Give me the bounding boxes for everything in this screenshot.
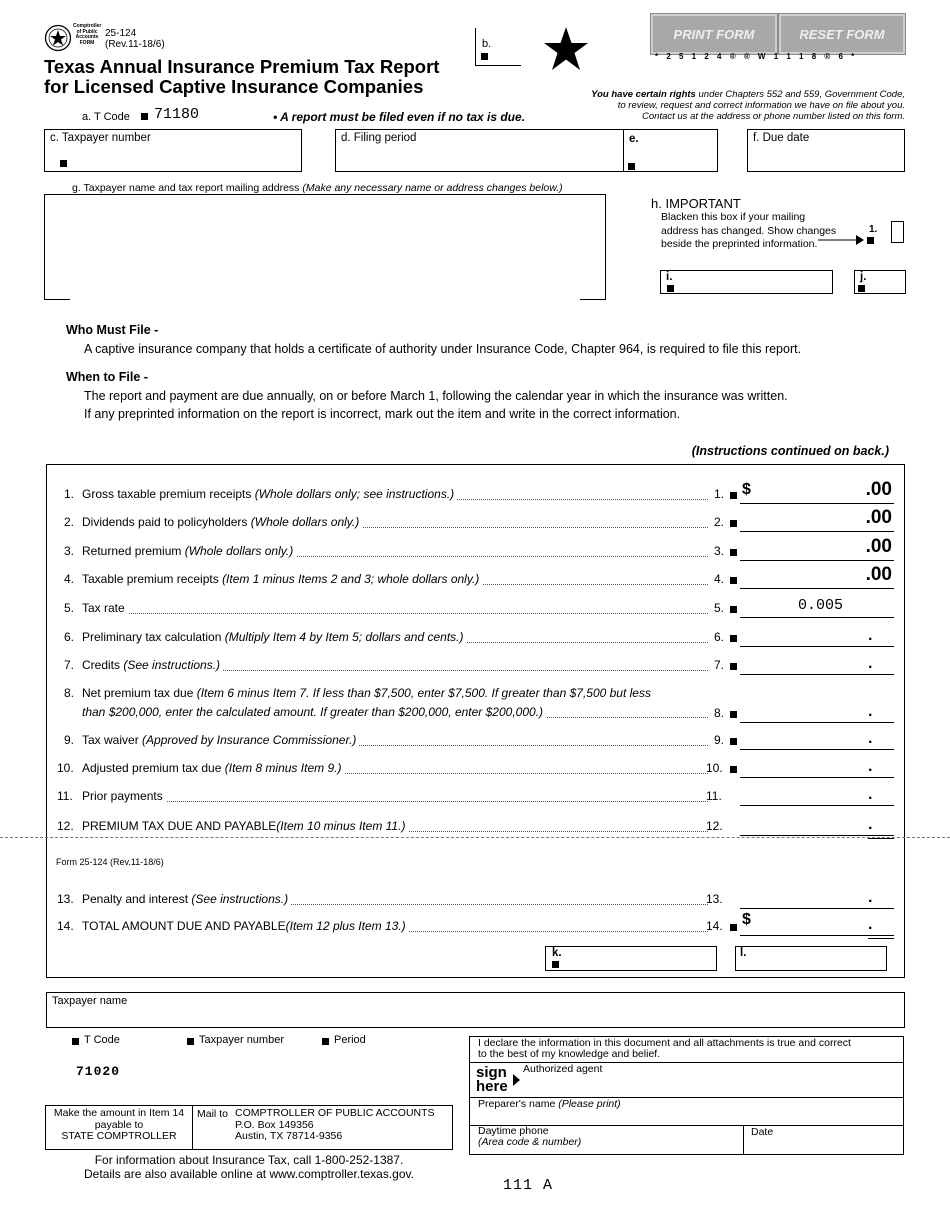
item-number: 1. xyxy=(64,487,75,501)
tcode-stub-label: T Code xyxy=(84,1034,120,1046)
item-text-italic: (Item 10 minus Item 11.) xyxy=(276,819,406,833)
item-amount-field[interactable] xyxy=(740,509,894,533)
seal-text-3: Accounts xyxy=(75,34,99,40)
item-amount-field[interactable] xyxy=(740,624,894,648)
important-text xyxy=(661,211,836,252)
item-amount-field[interactable] xyxy=(740,566,894,590)
due-date-label: f. Due date xyxy=(753,132,810,144)
item-amount-value: .00 xyxy=(865,564,892,585)
form-revision: (Rev.11-18/6) xyxy=(105,39,165,50)
item-marker xyxy=(730,520,737,527)
item-description xyxy=(82,572,482,586)
item-ref-number: 11. xyxy=(706,789,722,803)
authorized-agent-field[interactable] xyxy=(523,1063,903,1097)
preparer-name-label xyxy=(478,1098,621,1110)
item-amount-value: . xyxy=(868,786,873,803)
item-description xyxy=(82,544,296,558)
item-marker xyxy=(730,711,737,718)
item-ref-number: 8. xyxy=(714,706,725,720)
payable-to-text xyxy=(46,1108,192,1143)
mailing-address-label-text: g. Taxpayer name and tax report mailing address xyxy=(72,182,300,194)
taxpayer-number-stub-marker xyxy=(187,1038,194,1045)
item-text: Taxable premium receipts xyxy=(82,572,223,586)
who-must-file-text: A captive insurance company that holds a certificate of authority under Insurance Code, Chapter 964, is required to file this report. xyxy=(84,342,802,356)
field-i-label: i. xyxy=(666,271,673,283)
item-text: Adjusted premium tax due xyxy=(82,761,225,775)
field-k[interactable] xyxy=(545,946,717,971)
declaration-text xyxy=(478,1038,851,1060)
important-heading: h. IMPORTANT xyxy=(651,196,741,211)
important-line1: Blacken this box if your mailing xyxy=(661,211,806,223)
mail-line2: P.O. Box 149356 xyxy=(235,1118,314,1131)
period-stub-label: Period xyxy=(334,1034,366,1046)
mail-address xyxy=(235,1108,435,1143)
item-amount-value: . xyxy=(868,730,873,747)
item-marker xyxy=(730,738,737,745)
item-marker xyxy=(730,635,737,642)
item-text-italic: (See instructions.) xyxy=(123,658,221,672)
item-amount-field[interactable] xyxy=(740,755,894,779)
item-number: 9. xyxy=(64,733,75,747)
preparer-name-text: Preparer's name xyxy=(478,1098,556,1110)
item-amount-value: . xyxy=(868,916,873,933)
mailing-address-label-italic: (Make any necessary name or address changes below.) xyxy=(302,182,563,194)
item-text: Tax rate xyxy=(82,601,125,615)
field-k-label: k. xyxy=(552,947,562,959)
address-change-number: 1. xyxy=(869,224,878,235)
item-number: 3. xyxy=(64,544,75,558)
taxpayer-number-label: c. Taxpayer number xyxy=(50,132,151,144)
item-ref-number: 12. xyxy=(706,819,723,833)
tcode-stub-marker xyxy=(72,1038,79,1045)
field-j[interactable] xyxy=(854,270,906,294)
item-description xyxy=(82,658,223,672)
star-seal-icon xyxy=(44,24,72,52)
item-ref-number: 9. xyxy=(714,733,725,747)
box-b[interactable] xyxy=(475,28,521,66)
item-ref-number: 1. xyxy=(714,487,725,501)
item-description xyxy=(82,919,409,933)
item-marker xyxy=(730,766,737,773)
sign-word: sign xyxy=(476,1064,507,1081)
item-text-italic: (Item 8 minus Item 9.) xyxy=(224,761,342,775)
tax-item-row xyxy=(64,479,894,507)
item-text: Prior payments xyxy=(82,789,163,803)
item-text-italic: (Multiply Item 4 by Item 5; dollars and cents.) xyxy=(224,630,464,644)
leader-dots xyxy=(84,801,708,802)
page-title-line2: for Licensed Captive Insurance Companies xyxy=(44,76,424,97)
form-number: 25-124 xyxy=(105,28,137,39)
declaration-line1: I declare the information in this document and all attachments is true and correct xyxy=(478,1037,851,1049)
item-description xyxy=(82,733,359,747)
important-line2: address has changed. Show changes xyxy=(661,224,837,237)
item-marker xyxy=(730,492,737,499)
item-text-italic: (Item 1 minus Items 2 and 3; whole dollars only.) xyxy=(222,572,480,586)
item-number: 4. xyxy=(64,572,75,586)
taxpayer-number-stub-label: Taxpayer number xyxy=(199,1034,284,1046)
dollar-sign: $ xyxy=(742,481,751,498)
daytime-phone-text: Daytime phone xyxy=(478,1125,549,1137)
seal-text-1: Comptroller xyxy=(73,23,102,29)
seal-text-2: of Public xyxy=(76,28,98,35)
item-amount-field[interactable] xyxy=(740,700,894,724)
payable-line3: STATE COMPTROLLER xyxy=(61,1130,177,1142)
item-amount-value: . xyxy=(868,627,873,644)
dollar-sign: $ xyxy=(742,911,751,928)
item-ref-number: 3. xyxy=(714,544,725,558)
item-amount-field[interactable] xyxy=(740,652,894,676)
tax-item-row xyxy=(64,627,894,650)
item-text-italic: (Whole dollars only; see instructions.) xyxy=(254,487,455,501)
item-number: 14. xyxy=(57,919,74,933)
item-ref-number: 5. xyxy=(714,601,725,615)
tax-item-row xyxy=(57,786,894,809)
item-description-cont xyxy=(82,705,712,725)
item-amount-value: . xyxy=(868,816,873,833)
seal-text-4: FORM xyxy=(79,39,95,46)
field-e-label: e. xyxy=(629,133,639,145)
tcode-marker xyxy=(141,113,148,120)
leader-dots xyxy=(84,613,708,614)
tax-item-row xyxy=(64,507,894,535)
tax-item-row xyxy=(64,597,894,621)
tax-item-row xyxy=(64,564,894,592)
field-j-marker xyxy=(858,285,865,292)
daytime-phone-italic: (Area code & number) xyxy=(478,1136,582,1148)
info-line1: For information about Insurance Tax, call 1-800-252-1387. xyxy=(94,1153,404,1167)
item-amount-value: . xyxy=(868,758,873,775)
preparer-name-italic: (Please print) xyxy=(558,1098,621,1110)
rights-bold: You have certain rights xyxy=(591,89,696,100)
item-description xyxy=(82,892,291,906)
field-l[interactable] xyxy=(735,946,887,971)
field-e[interactable] xyxy=(623,129,718,172)
tax-item-row xyxy=(57,816,894,839)
item-description xyxy=(82,819,408,833)
item-amount-value: 0.005 xyxy=(798,597,844,614)
item-marker xyxy=(730,549,737,556)
item-text-italic: (Item 12 plus Item 13.) xyxy=(285,919,406,933)
item-ref-number: 6. xyxy=(714,630,725,644)
tax-item-row xyxy=(64,686,894,720)
item-text-italic-cont: than $200,000, enter the calculated amount. If greater than $200,000, enter $200,000.) xyxy=(82,705,546,719)
address-change-marker xyxy=(867,237,874,244)
arrow-right-icon xyxy=(818,234,864,246)
item-text: Credits xyxy=(82,658,124,672)
item-amount-field[interactable] xyxy=(740,727,894,751)
print-form-button[interactable]: PRINT FORM xyxy=(651,14,777,54)
field-i-marker xyxy=(667,285,674,292)
tax-item-row xyxy=(57,911,894,939)
field-e-marker xyxy=(628,163,635,170)
when-to-file-text2: If any preprinted information on the report is incorrect, mark out the item and write in the correct information. xyxy=(84,407,681,421)
item-amount-field[interactable] xyxy=(740,595,894,619)
item-number: 11. xyxy=(57,789,73,803)
authorized-agent-label: Authorized agent xyxy=(523,1063,603,1075)
item-text: PREMIUM TAX DUE AND PAYABLE xyxy=(82,819,277,833)
daytime-phone-field[interactable] xyxy=(470,1126,743,1154)
form-code: 111 A xyxy=(503,1177,554,1194)
who-must-file-heading: Who Must File - xyxy=(66,323,159,337)
instructions-continued: (Instructions continued on back.) xyxy=(691,444,889,458)
taxpayer-number-marker xyxy=(60,160,67,167)
mailing-address-field[interactable] xyxy=(44,194,606,300)
item-amount-field[interactable] xyxy=(740,813,894,837)
item-amount-value: . xyxy=(868,889,873,906)
date-label: Date xyxy=(751,1126,774,1138)
item-number: 7. xyxy=(64,658,75,672)
box-b-marker xyxy=(481,53,488,60)
item-text: Net premium tax due xyxy=(82,686,197,700)
item-number: 6. xyxy=(64,630,75,644)
tcode-stub-value: 71020 xyxy=(76,1064,121,1079)
info-line2: Details are also available online at www.comptroller.texas.gov. xyxy=(84,1167,414,1181)
mail-line1: COMPTROLLER OF PUBLIC ACCOUNTS xyxy=(235,1107,435,1119)
item-description xyxy=(82,601,128,615)
date-field[interactable] xyxy=(744,1126,903,1154)
barcode-text: * 2 5 1 2 4 ® ® W 1 1 1 8 ® 6 * xyxy=(655,52,858,61)
tax-item-row xyxy=(64,730,894,753)
field-k-marker xyxy=(552,961,559,968)
item-number: 8. xyxy=(64,686,75,700)
item-marker xyxy=(730,924,737,931)
here-word: here xyxy=(476,1078,508,1095)
item-text-italic: (Approved by Insurance Commissioner.) xyxy=(142,733,357,747)
item-ref-number: 4. xyxy=(714,572,725,586)
item-number: 2. xyxy=(64,515,75,529)
filing-period-label: d. Filing period xyxy=(341,132,417,144)
item-ref-number: 14. xyxy=(706,919,723,933)
payable-to-box xyxy=(45,1105,453,1150)
item-number: 12. xyxy=(57,819,74,833)
reset-form-button[interactable]: RESET FORM xyxy=(779,14,905,54)
item-ref-number: 13. xyxy=(706,892,723,906)
item-amount-value: .00 xyxy=(865,507,892,528)
item-number: 5. xyxy=(64,601,75,615)
item-amount-field[interactable] xyxy=(740,481,894,505)
rights-line1: under Chapters 552 and 559, Government Code, xyxy=(695,89,905,100)
tax-item-row xyxy=(57,758,894,781)
item-description xyxy=(82,761,344,775)
item-text: Gross taxable premium receipts xyxy=(82,487,255,501)
field-j-label: j. xyxy=(860,271,867,283)
item-text: TOTAL AMOUNT DUE AND PAYABLE xyxy=(82,919,286,933)
taxpayer-name-field[interactable] xyxy=(46,992,905,1028)
item-text-italic: (See instructions.) xyxy=(191,892,289,906)
taxpayer-number-field[interactable] xyxy=(44,129,302,172)
item-marker xyxy=(730,663,737,670)
due-date-field[interactable] xyxy=(747,129,905,172)
when-to-file-text1: The report and payment are due annually, on or before March 1, following the calendar year in which the insurance was written. xyxy=(84,389,788,403)
item-amount-value: . xyxy=(868,703,873,720)
important-line3: beside the preprinted information. xyxy=(661,238,818,250)
filing-notice: • A report must be filed even if no tax is due. xyxy=(273,110,526,124)
rights-line2: to review, request and correct information we have on file about you. xyxy=(617,100,905,111)
mail-to-label: Mail to xyxy=(197,1108,228,1120)
tcode-value: 71180 xyxy=(154,106,200,123)
sign-arrow-icon xyxy=(513,1074,521,1086)
daytime-phone-label xyxy=(478,1126,581,1148)
item-amount-field[interactable] xyxy=(740,538,894,562)
item-amount-field[interactable] xyxy=(740,913,894,937)
item-marker xyxy=(730,577,737,584)
item-ref-number: 7. xyxy=(714,658,725,672)
field-l-label: l. xyxy=(740,947,747,959)
item-text: Tax waiver xyxy=(82,733,143,747)
item-description xyxy=(82,515,362,529)
filing-period-field[interactable] xyxy=(335,129,624,172)
info-text xyxy=(45,1153,453,1181)
mail-line3: Austin, TX 78714-9356 xyxy=(235,1130,343,1142)
field-i[interactable] xyxy=(660,270,833,294)
item-marker xyxy=(730,606,737,613)
page-title-line1: Texas Annual Insurance Premium Tax Report xyxy=(44,56,440,77)
item-description xyxy=(82,789,166,803)
tax-item-row xyxy=(64,655,894,678)
when-to-file-heading: When to File - xyxy=(66,370,148,384)
item-ref-number: 10. xyxy=(706,761,723,775)
item-description xyxy=(82,487,457,501)
item-amount-value: . xyxy=(868,655,873,672)
form-footer-mid: Form 25-124 (Rev.11-18/6) xyxy=(56,857,164,867)
item-ref-number: 2. xyxy=(714,515,725,529)
tax-item-row xyxy=(64,536,894,564)
preparer-name-field[interactable] xyxy=(470,1098,903,1125)
item-text: Penalty and interest xyxy=(82,892,192,906)
declaration-line2: to the best of my knowledge and belief. xyxy=(478,1048,661,1060)
item-amount-field[interactable] xyxy=(740,886,894,910)
item-number: 13. xyxy=(57,892,74,906)
mailing-address-label xyxy=(70,182,565,194)
item-text-italic: (Item 6 minus Item 7. If less than $7,500, enter $7,500. If greater than $7,500 but less xyxy=(196,686,651,700)
item-description xyxy=(82,686,654,700)
rights-line3: Contact us at the address or phone number listed on this form. xyxy=(642,111,905,122)
sign-here-label xyxy=(476,1066,508,1094)
taxpayer-name-label: Taxpayer name xyxy=(52,995,128,1007)
period-stub-marker xyxy=(322,1038,329,1045)
item-text-italic: (Whole dollars only.) xyxy=(250,515,360,529)
item-amount-field[interactable] xyxy=(740,783,894,807)
item-description xyxy=(82,630,467,644)
item-text: Returned premium xyxy=(82,544,185,558)
item-text: Preliminary tax calculation xyxy=(82,630,225,644)
item-amount-value: .00 xyxy=(865,536,892,557)
tcode-label: a. T Code xyxy=(82,111,130,123)
payable-line1: Make the amount in Item 14 xyxy=(53,1107,185,1119)
rights-notice xyxy=(591,89,905,122)
item-text-italic: (Whole dollars only.) xyxy=(184,544,294,558)
item-text: Dividends paid to policyholders xyxy=(82,515,251,529)
comptroller-seal xyxy=(44,24,104,54)
star-icon xyxy=(543,27,589,71)
address-change-checkbox[interactable] xyxy=(891,221,904,243)
item-amount-value: .00 xyxy=(865,479,892,500)
tax-item-row xyxy=(57,889,894,912)
payable-line2: payable to xyxy=(94,1118,144,1131)
box-b-label: b. xyxy=(482,38,492,50)
item-number: 10. xyxy=(57,761,74,775)
